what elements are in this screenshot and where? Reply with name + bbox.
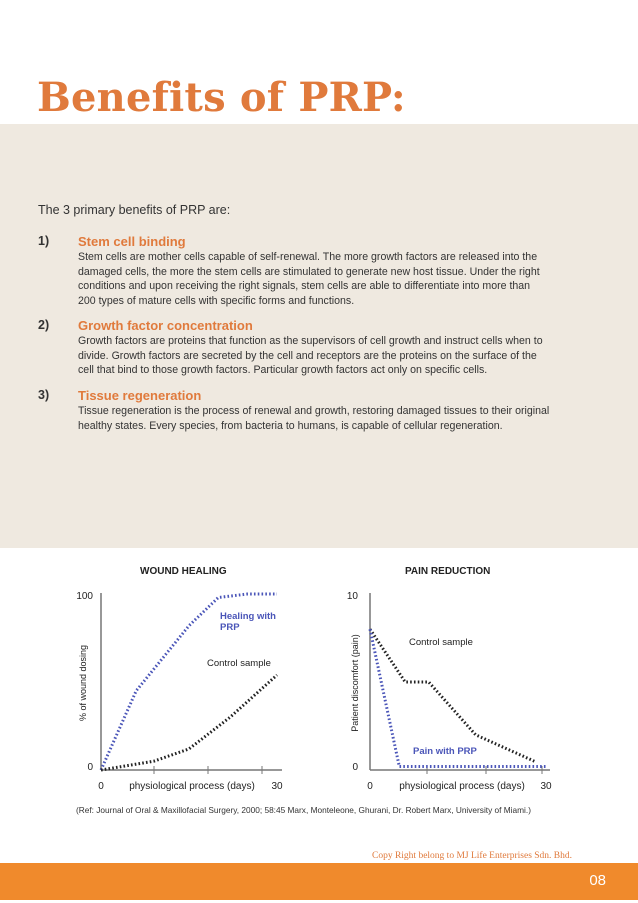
- y-tick-label: 0: [87, 762, 93, 773]
- benefit-1-body: [78, 250, 634, 308]
- y-tick-label: 0: [352, 762, 358, 773]
- control-sample-label: Control sample: [207, 658, 271, 669]
- benefit-3-number: 3): [38, 388, 50, 402]
- pain-reduction-chart: [347, 566, 552, 792]
- pain-reduction-title: PAIN REDUCTION: [405, 566, 491, 577]
- benefit-1-number: 1): [38, 234, 50, 248]
- intro-text: The 3 primary benefits of PRP are:: [38, 203, 231, 217]
- benefit-3-heading: Tissue regeneration: [78, 388, 202, 403]
- benefit-3-body: [78, 404, 634, 433]
- wound-healing-x-label: physiological process (days): [129, 781, 255, 792]
- wound-healing-title: WOUND HEALING: [140, 566, 227, 577]
- benefit-2-line: cell that bind to those growth factors. Particular growth factors act only on specific cells.: [78, 364, 488, 377]
- x-tick-label: 30: [271, 781, 283, 792]
- benefit-2-line: Growth factors are proteins that function as the supervisors of cell growth and instruct cells when to: [78, 335, 543, 347]
- copyright-text: Copy Right belong to MJ Life Enterprises Sdn. Bhd.: [372, 851, 573, 861]
- series-line-control-sample: [101, 675, 277, 770]
- reference-note: (Ref: Journal of Oral & Maxillofacial Surgery, 2000; 58:45 Marx, Monteleone, Ghurani, Dr. Robert Marx, University of Miami.): [76, 805, 531, 815]
- page-title: Benefits of PRP:: [37, 74, 406, 121]
- wound-healing-chart: [76, 566, 283, 792]
- x-tick-label: 0: [98, 781, 104, 792]
- benefit-2-body: [78, 334, 634, 378]
- page-number: 08: [589, 872, 606, 889]
- benefit-1-line: Stem cells are mother cells capable of self-renewal. The more growth factors are released into the: [78, 251, 538, 263]
- benefit-2-number: 2): [38, 318, 50, 332]
- control-sample-label: Control sample: [409, 637, 473, 648]
- pain-reduction-y-label: Patient discomfort (pain): [350, 634, 360, 732]
- page-footer: [0, 863, 638, 900]
- benefit-2-line: divide. Growth factors are secreted by the cell and receptors are the proteins on the surface of the: [78, 349, 537, 362]
- y-tick-label: 10: [346, 591, 358, 602]
- benefit-3-line: healthy states. Every species, from bacteria to humans, is capable of cellular regeneration.: [78, 419, 503, 432]
- x-tick-label: 30: [540, 781, 552, 792]
- benefit-3-line: Tissue regeneration is the process of renewal and growth, restoring damaged tissues to their original: [78, 405, 550, 417]
- benefit-1-line: conditions and upon receiving the right signals, stem cells are able to differentiate into more than: [78, 280, 531, 293]
- wound-healing-y-label: % of wound dosing: [78, 644, 88, 722]
- charts-area: [0, 548, 638, 836]
- benefit-1-heading: Stem cell binding: [78, 234, 186, 249]
- benefit-1-line: 200 types of mature cells with specific forms and functions.: [78, 294, 355, 307]
- prp-label-line: Healing with: [220, 611, 276, 622]
- healing-with-prp-label: [220, 611, 279, 633]
- y-tick-label: 100: [76, 591, 93, 602]
- pain-with-prp-label: Pain with PRP: [413, 746, 477, 757]
- x-tick-label: 0: [367, 781, 373, 792]
- benefit-2-heading: Growth factor concentration: [78, 318, 253, 333]
- prp-label-line: PRP: [220, 622, 240, 633]
- pain-reduction-x-label: physiological process (days): [399, 781, 525, 792]
- benefit-1-line: damaged cells, the more the stem cells are stimulated to generate new host tissue. Under the right: [78, 265, 540, 278]
